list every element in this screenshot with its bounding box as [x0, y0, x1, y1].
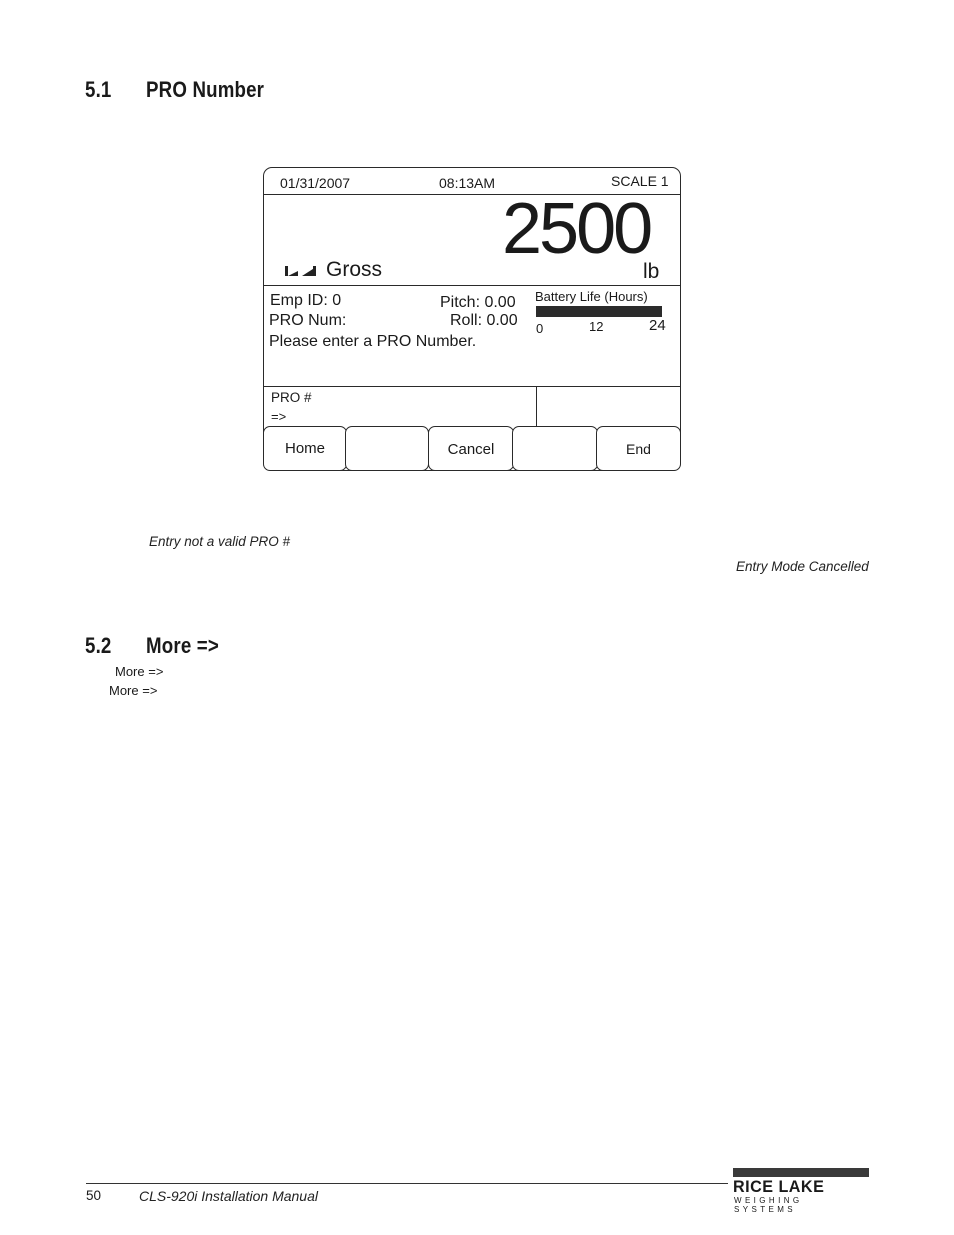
section-number: 5.1 — [85, 77, 112, 102]
screen-date: 01/31/2007 — [280, 175, 351, 191]
status-message: Please enter a PRO Number. — [269, 333, 477, 350]
weight-divider — [264, 285, 680, 286]
battery-title: Battery Life (Hours) — [535, 289, 648, 304]
battery-tick-0: 0 — [536, 321, 544, 336]
battery-track — [536, 306, 662, 317]
logo-tagline: WEIGHING SYSTEMS — [734, 1196, 803, 1214]
section-title: More => — [146, 633, 219, 658]
rice-lake-logo — [733, 1168, 869, 1214]
battery-tick-12: 12 — [589, 319, 604, 334]
invalid-entry-note: Entry not a valid PRO # — [149, 534, 291, 549]
blank-softkey-4[interactable] — [512, 426, 598, 471]
end-softkey[interactable] — [596, 426, 681, 471]
roll-value: Roll: 0.00 — [450, 312, 518, 329]
signal-strength-icon — [284, 264, 320, 278]
cancelled-note: Entry Mode Cancelled — [736, 559, 869, 574]
logo-wordmark: RICE LAKE — [733, 1177, 825, 1196]
scale-label: SCALE 1 — [611, 173, 669, 189]
more-item-2: More => — [109, 683, 158, 698]
weight-display: 2500 — [502, 189, 651, 269]
pro-num-label: PRO Num: — [269, 312, 347, 329]
section-number: 5.2 — [85, 633, 112, 658]
page-number: 50 — [86, 1188, 102, 1203]
gross-label: Gross — [326, 258, 383, 281]
entry-prompt: => — [271, 409, 287, 424]
footer-rule — [86, 1183, 728, 1184]
entry-label: PRO # — [271, 390, 312, 405]
unit-label: lb — [643, 260, 660, 283]
home-softkey[interactable] — [263, 426, 347, 471]
logo-bar — [733, 1168, 869, 1177]
emp-id: Emp ID: 0 — [270, 292, 342, 309]
blank-softkey-2[interactable] — [345, 426, 429, 471]
cancel-softkey[interactable] — [428, 426, 514, 471]
entry-divider — [264, 386, 680, 387]
manual-title: CLS-920i Installation Manual — [139, 1188, 318, 1204]
more-item-1: More => — [115, 664, 164, 679]
indicator-screen — [263, 167, 681, 471]
battery-tick-24: 24 — [649, 317, 666, 334]
home-softkey-label: Home — [284, 440, 325, 457]
battery-level-bar — [536, 306, 662, 317]
section-heading-5-2 — [85, 633, 219, 659]
end-softkey-label: End — [626, 441, 651, 457]
entry-split — [536, 386, 537, 426]
section-title: PRO Number — [146, 77, 265, 102]
pitch-value: Pitch: 0.00 — [440, 294, 516, 311]
section-heading-5-1 — [85, 77, 264, 103]
screen-time: 08:13AM — [439, 175, 496, 191]
cancel-softkey-label: Cancel — [447, 441, 495, 458]
